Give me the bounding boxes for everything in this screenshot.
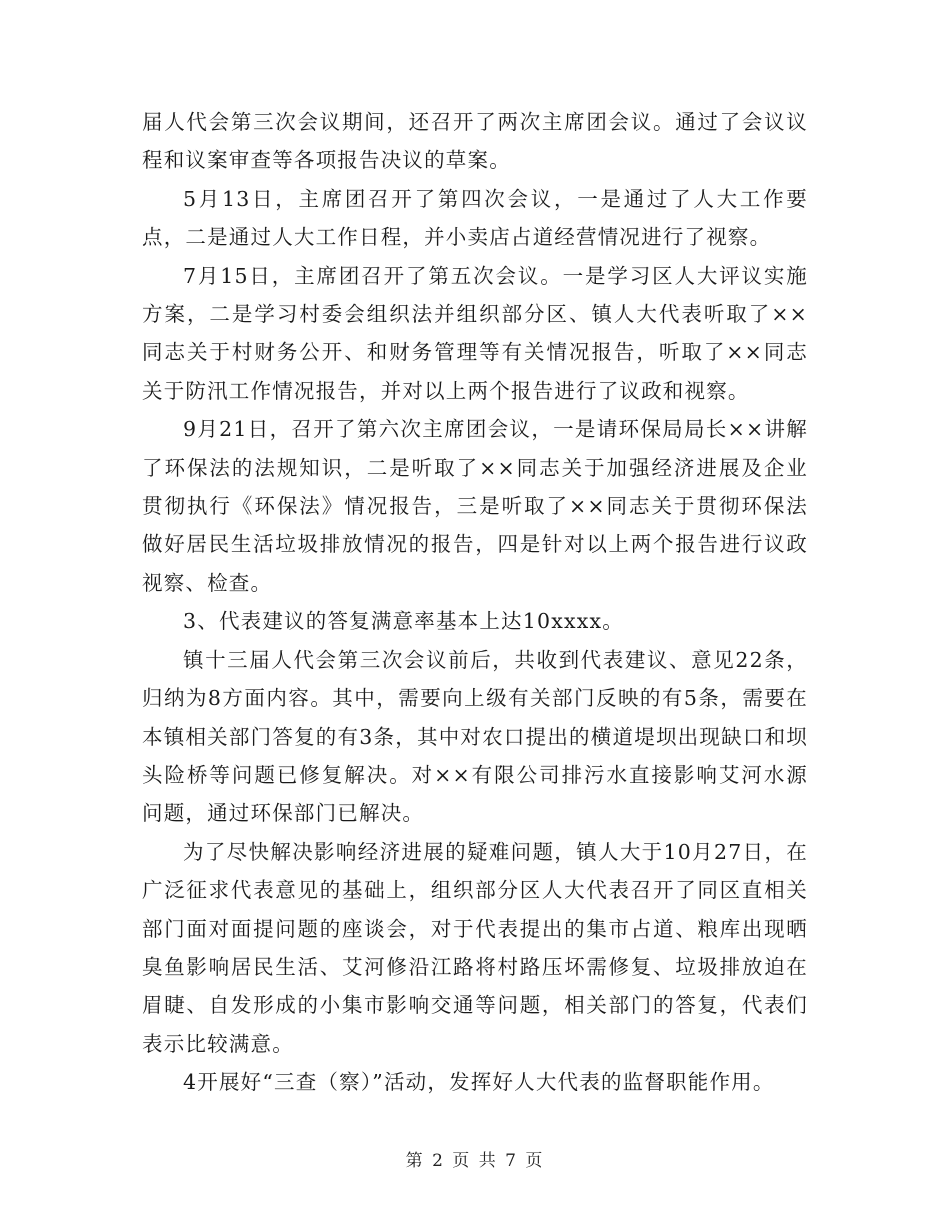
paragraph-sept-21-meeting: 9月21日，召开了第六次主席团会议，一是请环保局局长××讲解了环保法的法规知识，二是听取了××同志关于加强经济进展及企业贯彻执行《环保法》情况报告，三是听取了××同志关于贯彻环保法做好居民生活垃圾排放情况的报告，四是针对以上两个报告进行议政视察、检查。 xyxy=(142,417,808,595)
section-heading-3: 3、代表建议的答复满意率基本上达10xxxx。 xyxy=(183,609,624,634)
page-footer xyxy=(0,1146,950,1171)
paragraph-forum: 为了尽快解决影响经济进展的疑难问题，镇人大于10月27日，在广泛征求代表意见的基础上，组织部分区人大代表召开了同区直相关部门面对面提问题的座谈会，对于代表提出的集市占道、粮库出现晒臭鱼影响居民生活、艾河修沿江路将村路压坏需修复、垃圾排放迫在眉睫、自发形成的小集市影响交通等问题，相关部门的答复，代表们表示比较满意。 xyxy=(142,839,808,1056)
paragraph-july-15-meeting: 7月15日，主席团召开了第五次会议。一是学习区人大评议实施方案，二是学习村委会组织法并组织部分区、镇人大代表听取了××同志关于村财务公开、和财务管理等有关情况报告，听取了××同志关于防汛工作情况报告，并对以上两个报告进行了议政和视察。 xyxy=(142,263,808,403)
section-heading-4: 4开展好“三查（察）”活动，发挥好人大代表的监督职能作用。 xyxy=(183,1070,775,1095)
document-body xyxy=(142,103,808,1102)
paragraph-suggestions: 镇十三届人代会第三次会议前后，共收到代表建议、意见22条，归纳为8方面内容。其中，需要向上级有关部门反映的有5条，需要在本镇相关部门答复的有3条，其中对农口提出的横道堤坝出现缺口和坝头险桥等问题已修复解决。对××有限公司排污水直接影响艾河水源问题，通过环保部门已解决。 xyxy=(142,647,808,826)
page-number: 第 2 页 共 7 页 xyxy=(405,1151,545,1171)
paragraph-may-13-meeting: 5月13日，主席团召开了第四次会议，一是通过了人大工作要点，二是通过人大工作日程，并小卖店占道经营情况进行了视察。 xyxy=(142,186,808,250)
paragraph-continuation: 届人代会第三次会议期间，还召开了两次主席团会议。通过了会议议程和议案审查等各项报告决议的草案。 xyxy=(142,110,808,173)
